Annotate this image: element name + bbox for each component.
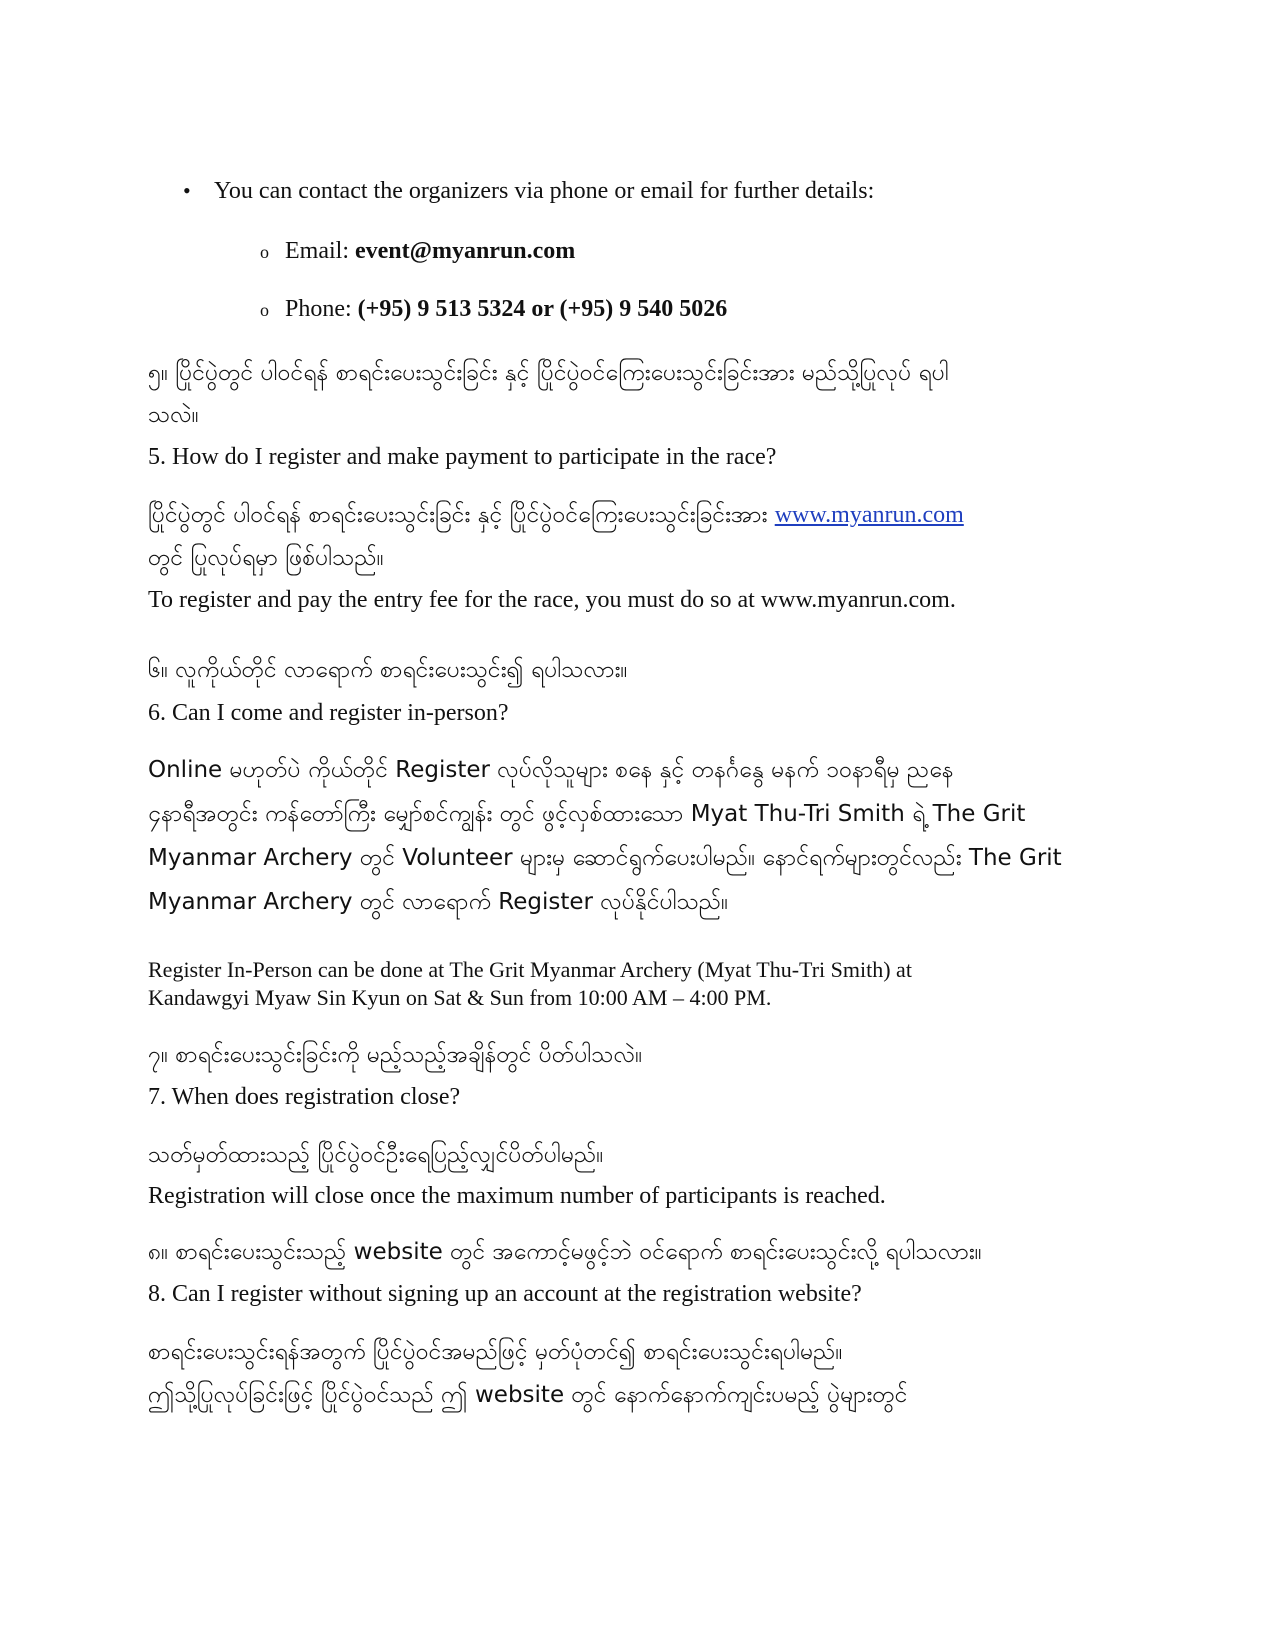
q8-my-answer-line2: ဤသို့ပြုလုပ်ခြင်းဖြင့် ပြိုင်ပွဲဝင်သည် ဤ website တွင် နောက်နောက်ကျင်းပမည့် ပွဲများတွင် [148,1382,908,1408]
q5-my-question-line1: ၅။ ပြိုင်ပွဲတွင် ပါဝင်ရန် စာရင်းပေးသွင်းခြင်း နှင့် ပြိုင်ပွဲဝင်ကြေးပေးသွင်းခြင်းအား မည်သို့ပြုလုပ် ရပါ [148,360,949,386]
q7-en-answer: Registration will close once the maximum number of participants is reached. [148,1183,886,1209]
q6-my-answer-line3: Myanmar Archery တွင် Volunteer များမှ ဆောင်ရွက်ပေးပါမည်။ နောင်ရက်များတွင်လည်း The Grit [148,845,1062,871]
email-label: Email: [285,238,355,264]
bullet-dot-icon: • [183,178,191,203]
q6-en-answer-line1: Register In-Person can be done at The Grit Myanmar Archery (Myat Thu-Tri Smith) at [148,957,912,982]
q5-my-answer-line2: တွင် ပြုလုပ်ရမှာ ဖြစ်ပါသည်။ [148,545,384,571]
q6-my-answer-line1: Online မဟုတ်ပဲ ကိုယ်တိုင် Register လုပ်လိုသူများ စနေ နှင့် တနင်္ဂနွေ မနက် ၁၀နာရီမှ ညနေ [148,757,954,783]
q6-en-answer-line2: Kandawgyi Myaw Sin Kyun on Sat & Sun from 10:00 AM – 4:00 PM. [148,985,772,1010]
q7-my-answer: သတ်မှတ်ထားသည့် ပြိုင်ပွဲဝင်ဦးရေပြည့်လျှင်ပိတ်ပါမည်။ [148,1142,604,1168]
contact-phone-line [285,294,727,324]
q5-my-question-line2: သလဲ။ [148,402,199,428]
email-value: event@myanrun.com [354,238,576,264]
q6-my-answer-line2: ၄နာရီအတွင်း ကန်တော်ကြီး မျှော်စင်ကျွန်း တွင် ဖွင့်လှစ်ထားသော Myat Thu-Tri Smith ရဲ့ The Grit [148,801,1026,827]
q5-en-question: 5. How do I register and make payment to participate in the race? [148,444,777,470]
q8-my-question: ၈။ စာရင်းပေးသွင်းသည့် website တွင် အကောင့်မဖွင့်ဘဲ ဝင်ရောက် စာရင်းပေးသွင်းလို့ ရပါသလား။ [148,1239,982,1265]
phone-value: (+95) 9 513 5324 or (+95) 9 540 5026 [357,296,728,322]
q5-my-answer-text: ပြိုင်ပွဲတွင် ပါဝင်ရန် စာရင်းပေးသွင်းခြင်း နှင့် ပြိုင်ပွဲဝင်ကြေးပေးသွင်းခြင်းအား [148,502,775,528]
myanrun-link[interactable]: www.myanrun.com [774,502,964,528]
contact-email-line [285,236,575,266]
bullet-circle-icon: o [260,300,269,320]
q8-my-answer-line1: စာရင်းပေးသွင်းရန်အတွက် ပြိုင်ပွဲဝင်အမည်ဖြင့် မှတ်ပုံတင်၍ စာရင်းပေးသွင်းရပါမည်။ [148,1339,843,1365]
q6-my-question: ၆။ လူကိုယ်တိုင် လာရောက် စာရင်းပေးသွင်း၍ ရပါသလား။ [148,657,628,683]
q5-en-answer: To register and pay the entry fee for the race, you must do so at www.myanrun.com. [148,587,956,613]
q8-en-question: 8. Can I register without signing up an account at the registration website? [148,1281,862,1307]
contact-intro: You can contact the organizers via phone or email for further details: [214,178,875,204]
q7-my-question: ၇။ စာရင်းပေးသွင်းခြင်းကို မည့်သည့်အချိန်တွင် ပိတ်ပါသလဲ။ [148,1042,643,1068]
q6-my-answer-line4: Myanmar Archery တွင် လာရောက် Register လုပ်နိုင်ပါသည်။ [148,889,729,915]
q5-my-answer-line1 [148,500,964,530]
q6-en-question: 6. Can I come and register in-person? [148,700,509,726]
q7-en-question: 7. When does registration close? [148,1084,461,1110]
bullet-circle-icon: o [260,242,269,262]
phone-label: Phone: [285,296,358,322]
